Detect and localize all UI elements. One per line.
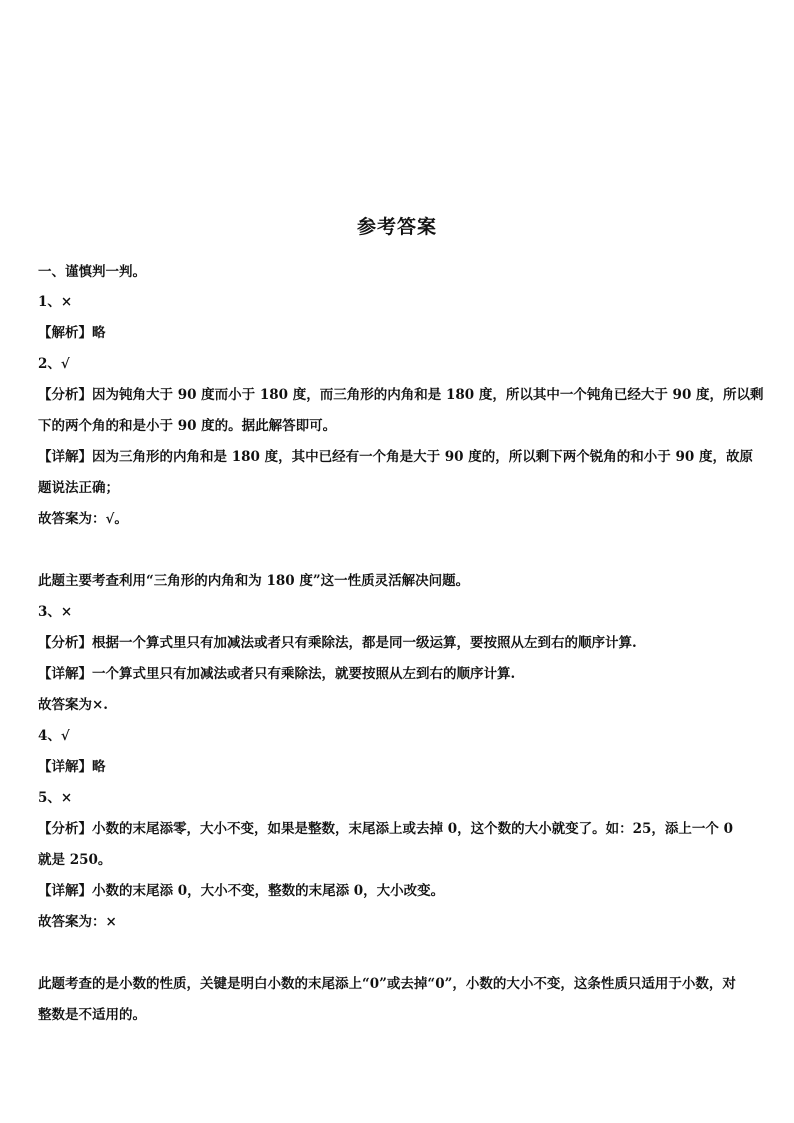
conclusion-5: 故答案为：× — [38, 914, 117, 930]
answer-3: 3、× — [38, 604, 73, 620]
explanation-1: 【解析】略 — [38, 325, 106, 341]
summary-2: 此题主要考查利用“三角形的内角和为 180 度”这一性质灵活解决问题。 — [38, 573, 470, 589]
conclusion-3: 故答案为×. — [38, 697, 109, 713]
detail-3: 【详解】一个算式里只有加减法或者只有乘除法，就要按照从左到右的顺序计算. — [38, 666, 516, 682]
section-heading: 一、谨慎判一判。 — [38, 264, 146, 280]
answer-4: 4、√ — [38, 728, 70, 744]
answer-1: 1、× — [38, 294, 73, 310]
answer-5: 5、× — [38, 790, 73, 806]
page-title: 参考答案 — [356, 216, 437, 238]
analysis-3: 【分析】根据一个算式里只有加减法或者只有乘除法，都是同一级运算，要按照从左到右的顺序计算. — [38, 635, 637, 651]
detail-2-line-1: 【详解】因为三角形的内角和是 180 度，其中已经有一个角是大于 90 度的，所以剩下两个锐角的和小于 90 度，故原 — [38, 449, 753, 465]
detail-4: 【详解】略 — [38, 759, 106, 775]
conclusion-2: 故答案为：√。 — [38, 511, 128, 527]
analysis-2-line-1: 【分析】因为钝角大于 90 度而小于 180 度，而三角形的内角和是 180 度，所以其中一个钝角已经大于 90 度，所以剩 — [38, 387, 764, 403]
analysis-5-line-2: 就是 250。 — [38, 852, 112, 868]
summary-5-line-1: 此题考查的是小数的性质，关键是明白小数的末尾添上“0”或去掉“0”，小数的大小不变，这条性质只适用于小数，对 — [38, 976, 736, 992]
detail-2-line-2: 题说法正确； — [38, 480, 119, 496]
detail-5: 【详解】小数的末尾添 0，大小不变，整数的末尾添 0，大小改变。 — [38, 883, 445, 899]
analysis-5-line-1: 【分析】小数的末尾添零，大小不变，如果是整数，末尾添上或去掉 0，这个数的大小就变了。如：25，添上一个 0 — [38, 821, 733, 837]
analysis-2-line-2: 下的两个角的和是小于 90 度的。据此解答即可。 — [38, 418, 337, 434]
summary-5-line-2: 整数是不适用的。 — [38, 1007, 146, 1023]
answer-2: 2、√ — [38, 356, 70, 372]
